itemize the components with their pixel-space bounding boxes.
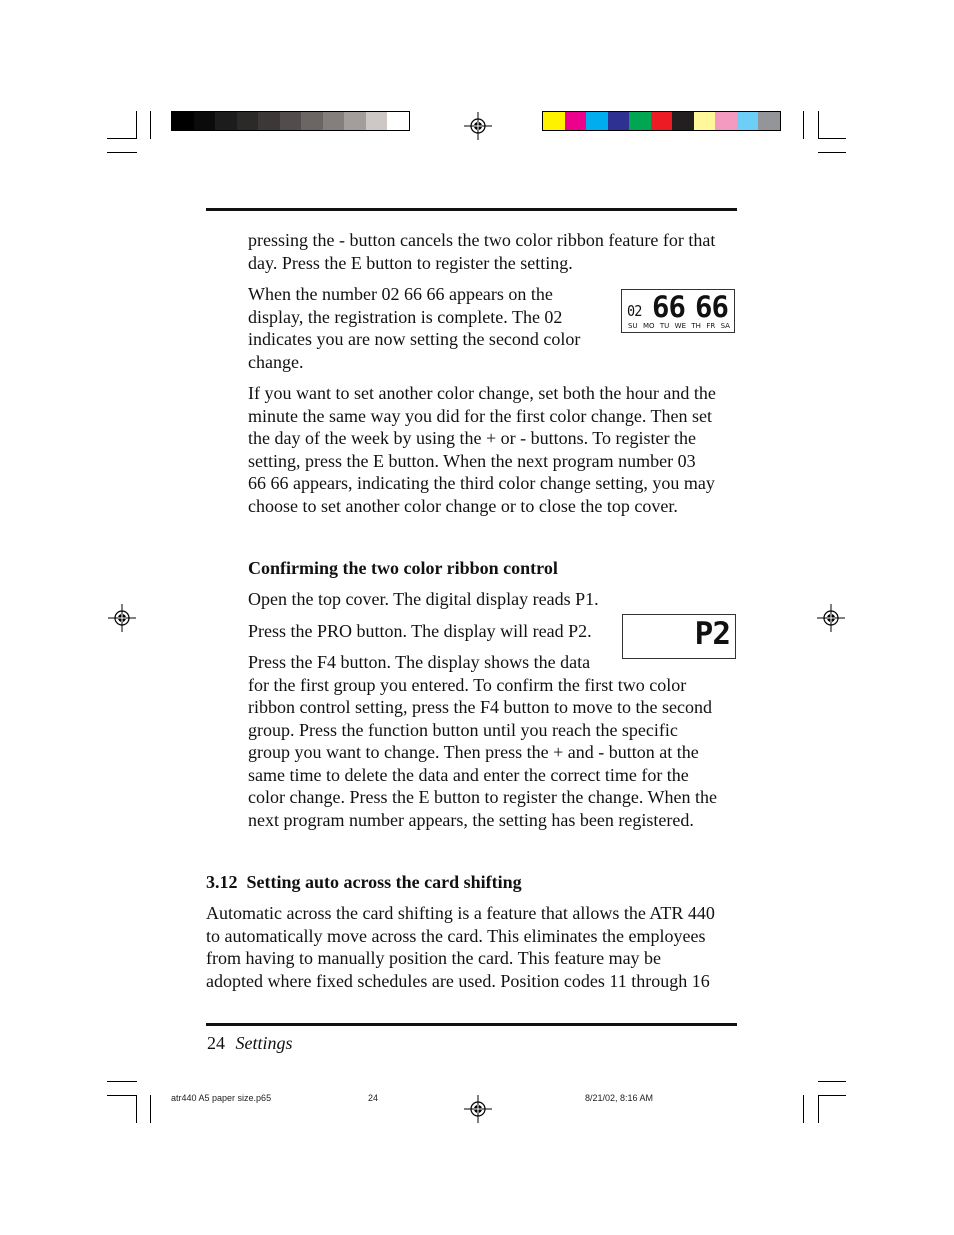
crop-mark	[803, 111, 804, 139]
crop-mark	[136, 111, 137, 139]
text-line: for the first group you entered. To confirm the first two color	[248, 674, 687, 695]
day-label: TU	[659, 322, 670, 330]
text-line: group you want to change. Then press the + and - button at the	[248, 742, 699, 762]
registration-mark-icon	[464, 1095, 492, 1123]
day-label: SU	[628, 322, 638, 330]
text-line: indicates you are now setting the second color	[248, 329, 581, 349]
calibration-swatch	[215, 112, 237, 130]
text-line: from having to manually position the card. This feature may be	[206, 948, 662, 968]
day-label: TH	[691, 322, 701, 330]
calibration-swatch	[672, 112, 694, 130]
slug-date: 8/21/02, 8:16 AM	[585, 1093, 654, 1103]
text-line: Press the F4 button. The display shows the data	[248, 652, 591, 672]
calibration-swatch	[387, 112, 409, 130]
text-line: color change. Press the E button to register the change. When the	[248, 787, 718, 807]
header-rule	[206, 208, 737, 211]
crop-mark	[818, 1095, 819, 1123]
paragraph	[248, 283, 608, 373]
crop-mark	[818, 111, 819, 139]
calibration-swatch	[301, 112, 323, 130]
calibration-swatch	[694, 112, 716, 130]
text-line: 66 66 appears, indicating the third color change setting, you may	[248, 473, 715, 493]
calibration-swatch	[543, 112, 565, 130]
calibration-swatch	[194, 112, 216, 130]
day-label: WE	[674, 322, 687, 330]
lcd-big-digits: 66	[652, 290, 685, 324]
calibration-swatch	[715, 112, 737, 130]
page-footer	[207, 1032, 293, 1054]
calibration-swatch	[344, 112, 366, 130]
registration-mark-icon	[464, 112, 492, 140]
paragraph: Open the top cover. The digital display reads P1.	[248, 589, 599, 609]
calibration-swatch	[366, 112, 388, 130]
section-heading: Confirming the two color ribbon control	[248, 558, 558, 578]
crop-mark	[803, 1095, 804, 1123]
paragraph	[206, 902, 746, 992]
text-line: group. Press the function button until you reach the specific	[248, 719, 678, 740]
text-line: day. Press the E button to register the setting.	[248, 252, 573, 273]
text-line: same time to delete the data and enter the correct time for the	[248, 764, 689, 785]
text-line: Automatic across the card shifting is a feature that allows the ATR 440	[206, 903, 715, 923]
crop-mark	[818, 152, 846, 153]
day-label: SA	[720, 322, 730, 330]
calibration-swatch	[758, 112, 780, 130]
calibration-swatch	[565, 112, 587, 130]
crop-mark	[136, 1095, 137, 1123]
calibration-swatch	[651, 112, 673, 130]
day-label: MO	[642, 322, 655, 330]
text-line: change.	[248, 351, 304, 372]
paragraph	[248, 651, 748, 831]
lcd-day-labels	[628, 322, 730, 330]
footer-section: Settings	[235, 1033, 293, 1053]
lcd-display-program	[621, 289, 735, 333]
text-line: minute the same way you did for the first color change. Then set	[248, 405, 713, 426]
color-calibration-bar	[542, 111, 781, 131]
text-line: the day of the week by using the + or - buttons. To register the	[248, 428, 696, 448]
crop-mark	[818, 1081, 846, 1082]
paragraph	[248, 229, 748, 274]
crop-mark	[107, 1095, 137, 1096]
crop-mark	[150, 111, 151, 139]
crop-mark	[150, 1095, 151, 1123]
text-line: next program number appears, the setting has been registered.	[248, 809, 694, 830]
text-line: When the number 02 66 66 appears on the	[248, 284, 553, 304]
slug-page: 24	[368, 1093, 379, 1103]
crop-mark	[107, 138, 137, 139]
text-line: If you want to set another color change, set both the hour and the	[248, 383, 716, 403]
grayscale-calibration-bar	[171, 111, 410, 131]
day-label: FR	[706, 322, 716, 330]
crop-mark	[107, 152, 137, 153]
text-line: to automatically move across the card. This eliminates the employees	[206, 925, 706, 946]
lcd-big-digits: 66	[695, 290, 728, 324]
crop-mark	[818, 1095, 846, 1096]
calibration-swatch	[280, 112, 302, 130]
text-line: display, the registration is complete. The 02	[248, 306, 563, 327]
crop-mark	[818, 138, 846, 139]
text-line: ribbon control setting, press the F4 button to move to the second	[248, 697, 712, 717]
slug-filename: atr440 A5 paper size.p65	[171, 1093, 272, 1103]
registration-mark-icon	[817, 604, 845, 632]
calibration-swatch	[737, 112, 759, 130]
section-heading: 3.12 Setting auto across the card shifting	[206, 872, 522, 892]
text-line: choose to set another color change or to close the top cover.	[248, 495, 678, 516]
text-line: pressing the - button cancels the two color ribbon feature for that	[248, 230, 716, 250]
paragraph	[248, 382, 748, 517]
lcd-text: P2	[694, 616, 730, 652]
calibration-swatch	[323, 112, 345, 130]
calibration-swatch	[586, 112, 608, 130]
calibration-swatch	[172, 112, 194, 130]
text-line: setting, press the E button. When the next program number 03	[248, 450, 696, 471]
calibration-swatch	[258, 112, 280, 130]
registration-mark-icon	[108, 604, 136, 632]
lcd-small-digits: 02	[627, 302, 642, 320]
calibration-swatch	[237, 112, 259, 130]
footer-rule	[206, 1023, 737, 1026]
page-number: 24	[207, 1033, 225, 1053]
paragraph: Press the PRO button. The display will read P2.	[248, 621, 592, 641]
text-line: adopted where fixed schedules are used. Position codes 11 through 16	[206, 970, 710, 991]
crop-mark	[107, 1081, 137, 1082]
calibration-swatch	[608, 112, 630, 130]
calibration-swatch	[629, 112, 651, 130]
